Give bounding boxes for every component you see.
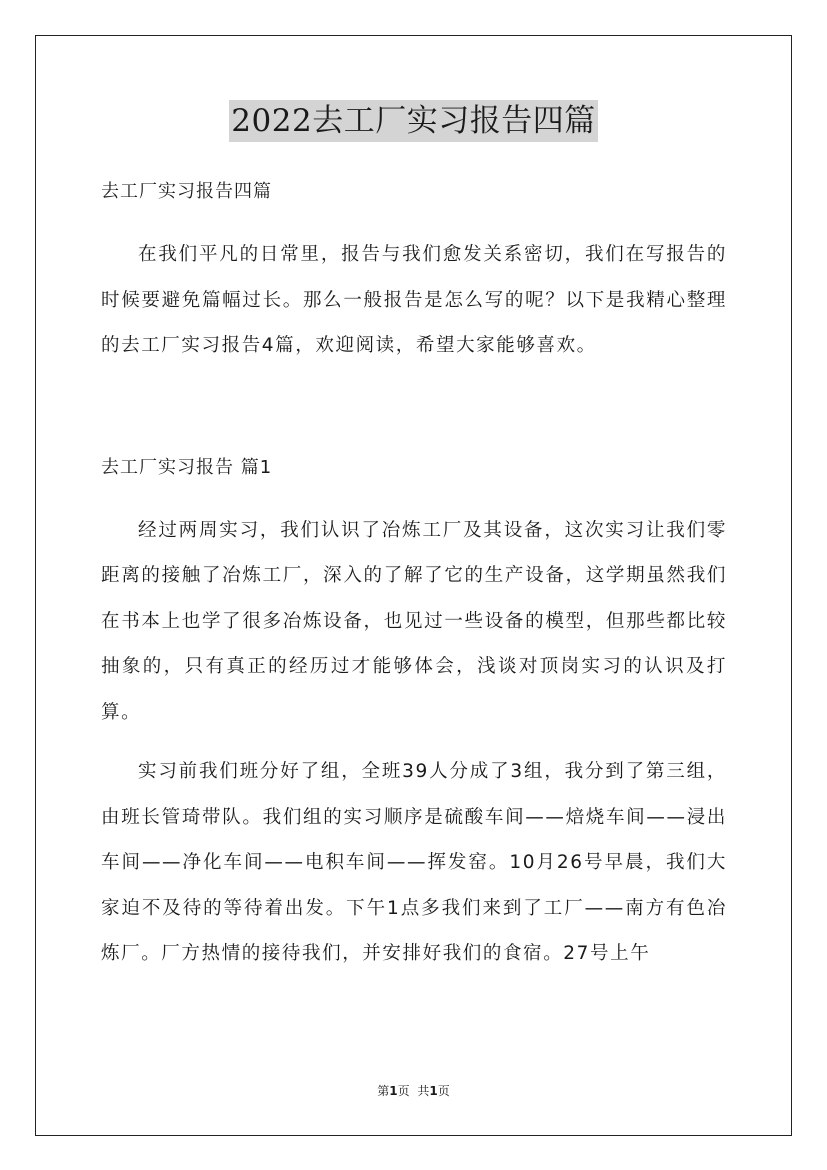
footer-page-prefix: 第: [377, 1084, 390, 1098]
footer-total-prefix: 共: [417, 1084, 430, 1098]
footer-total-suffix: 页: [437, 1084, 450, 1098]
footer-total-number: 1: [429, 1084, 438, 1098]
document-title: 2022去工厂实习报告四篇: [229, 100, 597, 142]
document-body: [101, 176, 727, 977]
intro-heading: 去工厂实习报告四篇: [101, 181, 272, 202]
section-paragraph-1: 经过两周实习，我们认识了冶炼工厂及其设备，这次实习让我们零距离的接触了冶炼工厂，深入的了解了它的生产设备，这学期虽然我们在书本上也学了很多冶炼设备，也见过一些设备的模型，但那些都比较抽象的，只有真正的经历过才能够体会，浅谈对顶岗实习的认识及打算。: [101, 519, 727, 723]
footer-page-number: 1: [389, 1084, 398, 1098]
footer-page-suffix: 页: [397, 1084, 410, 1098]
title-container: [0, 100, 827, 142]
intro-paragraph: 在我们平凡的日常里，报告与我们愈发关系密切，我们在写报告的时候要避免篇幅过长。那么一般报告是怎么写的呢？以下是我精心整理的去工厂实习报告4篇，欢迎阅读，希望大家能够喜欢。: [101, 244, 727, 356]
section-heading: 去工厂实习报告 篇1: [101, 456, 273, 478]
section-paragraph-2: 实习前我们班分好了组，全班39人分成了3组，我分到了第三组，由班长管琦带队。我们组的实习顺序是硫酸车间——焙烧车间——浸出车间——净化车间——电积车间——挥发窑。10月26号早晨，我们大家迫不及待的等待着出发。下午1点多我们来到了工厂——南方有色冶炼厂。厂方热情的接待我们，并安排好我们的食宿。27号上午: [101, 761, 727, 964]
page-footer: [0, 1083, 827, 1099]
